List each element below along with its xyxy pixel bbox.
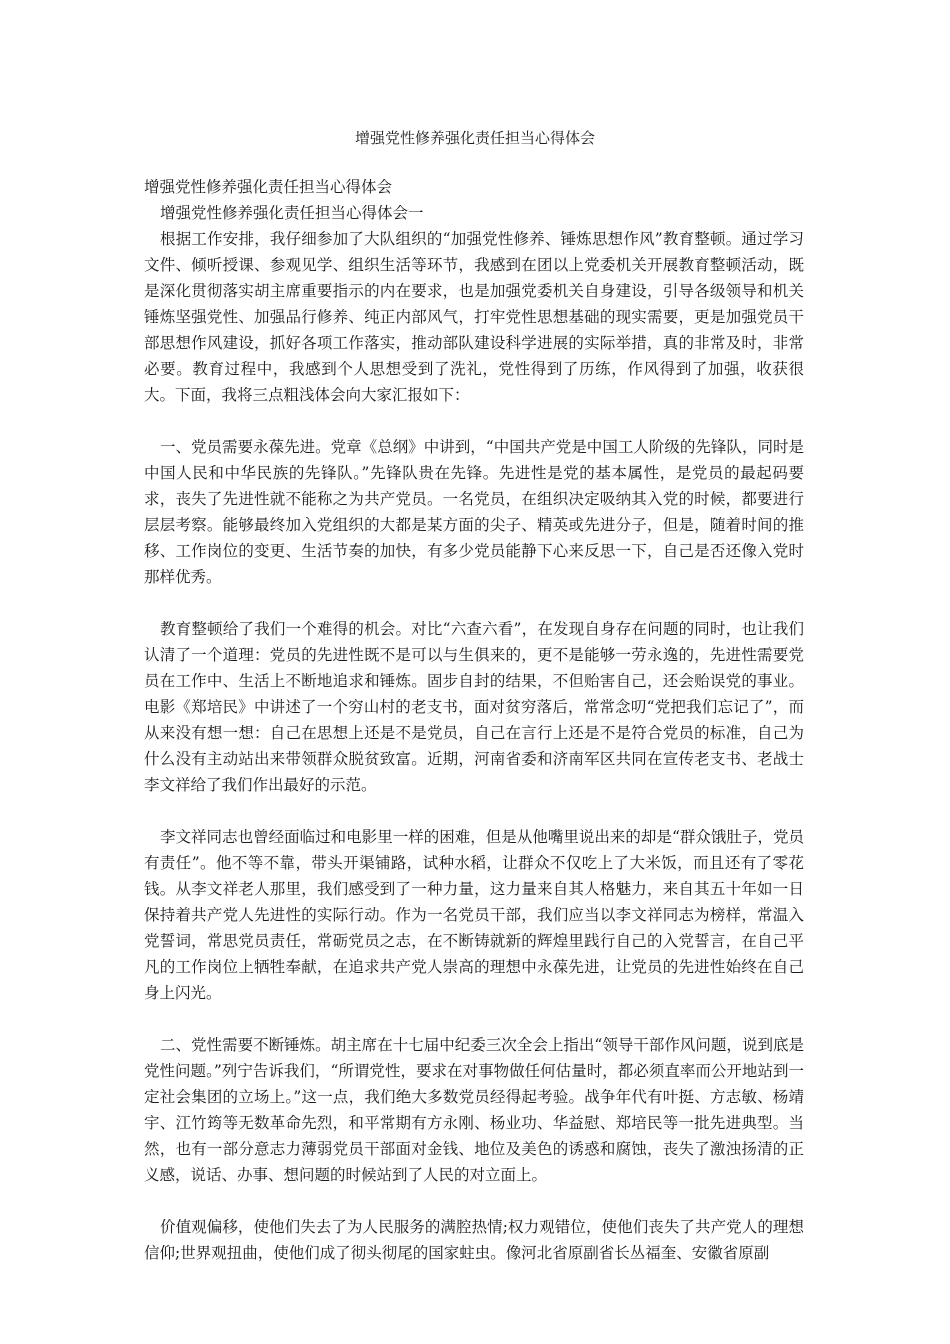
paragraph-gap [144,590,804,616]
paragraph-gap [144,1188,804,1214]
paragraph-6: 价值观偏移，使他们失去了为人民服务的满腔热情;权力观错位，使他们丧失了共产党人的理想信仰;世界观扭曲，使他们成了彻头彻尾的国家蛀虫。像河北省原副省长丛福奎、安徽省原副 [144,1218,804,1262]
paragraph-4: 李文祥同志也曾经面临过和电影里一样的困难，但是从他嘴里说出来的却是“群众饿肚子，党员有责任”。他不等不靠，带头开渠铺路，试种水稻，让群众不仅吃上了大米饭，而且还有了零花钱。从李文祥老人那里，我们感受到了一种力量，这力量来自其人格魅力，来自其五十年如一日保持着共产党人先进性的实际行动。作为一名党员干部，我们应当以李文祥同志为榜样，常温入党誓词，常思党员责任，常砺党员之志，在不断铸就新的辉煌里践行自己的入党誓言，在自己平凡的工作岗位上牺牲奉献，在追求共产党人崇高的理想中永葆先进，让党员的先进性始终在自己身上闪光。 [144,828,804,1002]
document-subheading: 增强党性修养强化责任担当心得体会一 [160,204,424,222]
paragraph-3: 教育整顿给了我们一个难得的机会。对比“六查六看”，在发现自身存在问题的同时，也让我们认清了一个道理：党员的先进性既不是可以与生俱来的，更不是能够一劳永逸的，先进性需要党员在工作中、生活上不断地追求和锤炼。固步自封的结果，不但贻害自己，还会贻误党的事业。电影《郑培民》中讲述了一个穷山村的老支书，面对贫穷落后，常常念叨“党把我们忘记了”，而从来没有想一想：自己在思想上还是不是党员，自己在言行上还是不是符合党员的标准，自己为什么没有主动站出来带领群众脱贫致富。近期，河南省委和济南军区共同在宣传老支书、老战士李文祥给了我们作出最好的示范。 [144,620,804,794]
paragraph-5: 二、党性需要不断锤炼。胡主席在十七届中纪委三次全会上指出“领导干部作风问题，说到底是党性问题。”列宁告诉我们，“所谓党性，要求在对事物做任何估量时，都必须直率而公开地站到一定社会集团的立场上。”这一点，我们绝大多数党员经得起考验。战争年代有叶挺、方志敏、杨靖宇、江竹筠等无数革命先烈，和平常期有方永刚、杨业功、华益慰、郑培民等一批先进典型。当然，也有一部分意志力薄弱党员干部面对金钱、地位及美色的诱惑和腐蚀，丧失了激浊扬清的正义感，说话、办事、想问题的时候站到了人民的对立面上。 [144,1036,804,1184]
paragraph-1: 根据工作安排，我仔细参加了大队组织的“加强党性修养、锤炼思想作风”教育整顿。通过学习文件、倾听授课、参观见学、组织生活等环节，我感到在团以上党委机关开展教育整顿活动，既是深化贯彻落实胡主席重要指示的内在要求，也是加强党委机关自身建设，引导各级领导和机关锤炼坚强党性、加强品行修养、纯正内部风气，打牢党性思想基础的现实需要，更是加强党员干部思想作风建设，抓好各项工作落实，推动部队建设科学进展的实际举措，真的非常及时，非常必要。教育过程中，我感到个人思想受到了洗礼，党性得到了历练，作风得到了加强，收获很大。下面，我将三点粗浅体会向大家汇报如下： [144,230,804,404]
document-body [144,174,804,1266]
document-heading: 增强党性修养强化责任担当心得体会 [144,178,393,196]
paragraph-gap [144,408,804,434]
document-title: 增强党性修养强化责任担当心得体会 [354,129,595,147]
paragraph-gap [144,1006,804,1032]
paragraph-gap [144,798,804,824]
paragraph-2: 一、党员需要永葆先进。党章《总纲》中讲到，“中国共产党是中国工人阶级的先锋队，同时是中国人民和中华民族的先锋队。”先锋队贵在先锋。先进性是党的基本属性，是党员的最起码要求，丧失了先进性就不能称之为共产党员。一名党员，在组织决定吸纳其入党的时候，都要进行层层考察。能够最终加入党组织的大都是某方面的尖子、精英或先进分子，但是，随着时间的推移、工作岗位的变更、生活节奏的加快，有多少党员能静下心来反思一下，自己是否还像入党时那样优秀。 [144,438,804,586]
